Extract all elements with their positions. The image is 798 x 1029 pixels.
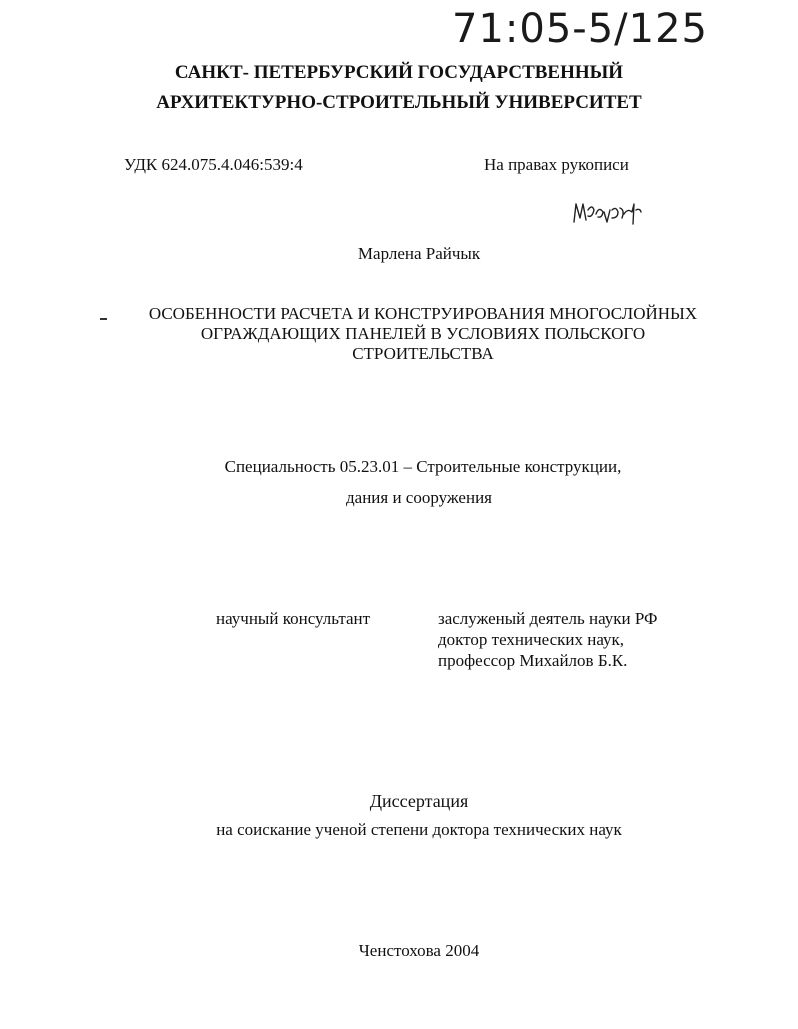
- university-name-line1: САНКТ- ПЕТЕРБУРСКИЙ ГОСУДАРСТВЕННЫЙ: [174, 62, 624, 83]
- city-and-year: Ченстохова 2004: [358, 941, 480, 960]
- author-signature: [570, 196, 650, 235]
- consultant-label: научный консультант: [216, 609, 371, 628]
- thesis-title-line1: ОСОБЕННОСТИ РАСЧЕТА И КОНСТРУИРОВАНИЯ МНОГОСЛОЙНЫХ: [148, 304, 698, 323]
- degree-description: на соискание ученой степени доктора технических наук: [216, 820, 622, 839]
- author-name: Марлена Райчык: [357, 244, 481, 263]
- university-name-line2: АРХИТЕКТУРНО-СТРОИТЕЛЬНЫЙ УНИВЕРСИТЕТ: [156, 92, 642, 113]
- consultant-title-line2: доктор технических наук,: [438, 630, 625, 649]
- thesis-title-line2: ОГРАЖДАЮЩИХ ПАНЕЛЕЙ В УСЛОВИЯХ ПОЛЬСКОГО: [200, 324, 646, 343]
- document-type: Диссертация: [369, 791, 469, 811]
- udk-code: УДК 624.075.4.046:539:4: [124, 155, 303, 174]
- consultant-title-line1: заслуженый деятель науки РФ: [438, 609, 658, 628]
- manuscript-rights-note: На правах рукописи: [484, 155, 629, 174]
- consultant-name: профессор Михайлов Б.К.: [438, 651, 628, 670]
- thesis-title-line3: СТРОИТЕЛЬСТВА: [352, 344, 494, 363]
- specialty-line1: Специальность 05.23.01 – Строительные конструкции,: [224, 457, 622, 476]
- signature-scribble-icon: [570, 196, 650, 230]
- specialty-line2: дания и сооружения: [346, 488, 492, 507]
- archive-code-handwritten: 71:05-5/125: [452, 6, 708, 52]
